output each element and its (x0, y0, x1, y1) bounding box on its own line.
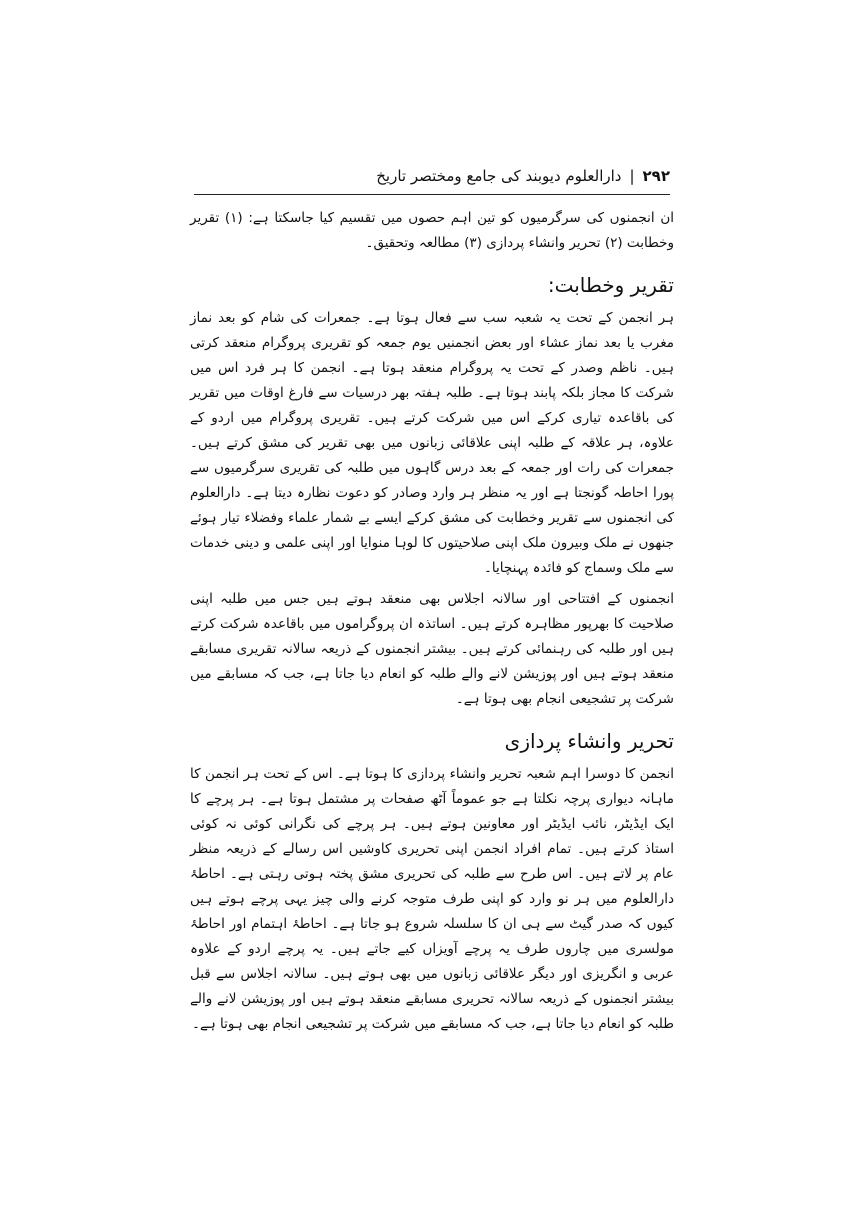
header-rule (194, 194, 670, 195)
speech-paragraph-2: انجمنوں کے افتتاحی اور سالانہ اجلاس بھی منعقد ہوتے ہیں جس میں طلبہ اپنی صلاحیت کا بھرپور مظاہرہ کرتے ہیں۔ اساتذہ ان پروگراموں میں باقاعدہ شرکت کرتے ہیں اور طلبہ کی رہنمائی کرتے ہیں۔ بیشتر انجمنوں کے ذریعہ سالانہ تقریری مسابقے منعقد ہوتے ہیں اور پوزیشن لانے والے طلبہ کو انعام دیا جاتا ہے، جب کہ مسابقے میں شرکت پر تشجیعی انجام بھی ہوتا ہے۔ (190, 591, 674, 707)
intro-paragraph: ان انجمنوں کی سرگرمیوں کو تین اہم حصوں میں تقسیم کیا جاسکتا ہے: (۱) تقریر وخطابت (۲) تحریر وانشاء پردازی (۳) مطالعہ وتحقیق۔ (190, 210, 674, 251)
writing-paragraph-1: انجمن کا دوسرا اہم شعبہ تحریر وانشاء پردازی کا ہوتا ہے۔ اس کے تحت ہر انجمن کا ماہانہ دیواری پرچہ نکلتا ہے جو عموماً آٹھ صفحات پر مشتمل ہوتا ہے۔ ہر پرچے کا ایک ایڈیٹر، نائب ایڈیٹر اور معاونین ہوتے ہیں۔ ہر پرچے کی نگرانی کوئی نہ کوئی استاذ کرتے ہیں۔ تمام افراد انجمن اپنی تحریری کاوشیں اس رسالے کے ذریعہ منظر عام پر لاتے ہیں۔ اس طرح سے طلبہ کی تحریری مشق پختہ ہوتی رہتی ہے۔ احاطۂ دارالعلوم میں ہر نو وارد کو اپنی طرف متوجہ کرنے والی چیز یہی پرچے ہوتے ہیں کیوں کہ صدر گیٹ سے ہی ان کا سلسلہ شروع ہو جاتا ہے۔ احاطۂ اہتمام اور احاطۂ مولسری میں چاروں طرف یہ پرچے آویزاں کیے جاتے ہیں۔ یہ پرچے اردو کے علاوہ عربی و انگریزی اور دیگر علاقائی زبانوں میں بھی ہوتے ہیں۔ سالانہ اجلاس سے قبل بیشتر انجمنوں کے ذریعہ سالانہ تحریری مسابقے منعقد ہوتے ہیں اور پوزیشن لانے والے طلبہ کو انعام دیا جاتا ہے، جب کہ مسابقے میں شرکت پر تشجیعی انجام بھی ہوتا ہے۔ (190, 766, 674, 1032)
page-number: ۲۹۲ (642, 167, 670, 185)
running-header (194, 160, 670, 192)
section-heading-writing: تحریر وانشاء پردازی (504, 729, 674, 753)
page-body (190, 206, 674, 1043)
header-separator: | (629, 167, 635, 185)
book-title: دارالعلوم دیوبند کی جامع ومختصر تاریخ (376, 167, 622, 185)
speech-paragraph-1: ہر انجمن کے تحت یہ شعبہ سب سے فعال ہوتا ہے۔ جمعرات کی شام کو بعد نماز مغرب یا بعد نماز عشاء اور بعض انجمنیں یوم جمعہ کو تقریری پروگرام منعقد کرتی ہیں۔ ناظم وصدر کے تحت یہ پروگرام منعقد ہوتا ہے۔ انجمن کا ہر فرد اس میں شرکت کا مجاز بلکہ پابند ہوتا ہے۔ طلبہ ہفتہ بھر درسیات سے فارغ اوقات میں تقریر کی باقاعدہ تیاری کرکے اس میں شرکت کرتے ہیں۔ تقریری پروگرام میں اردو کے علاوہ، ہر علاقہ کے طلبہ اپنی علاقائی زبانوں میں بھی تقریر کی مشق کرتے ہیں۔ جمعرات کی رات اور جمعہ کے بعد درس گاہوں میں طلبہ کی تقریری سرگرمیوں سے پورا احاطہ گونجتا ہے اور یہ منظر ہر وارد وصادر کو دعوت نظارہ دیتا ہے۔ دارالعلوم کی انجمنوں سے تقریر وخطابت کی مشق کرکے ایسے بے شمار علماء وفضلاء تیار ہوئے جنھوں نے ملک وبیرون ملک اپنی صلاحیتوں کا لوہا منوایا اور اپنی علمی و دینی خدمات سے ملک وسماج کو فائدہ پہنچایا۔ (190, 310, 674, 576)
section-heading-speech: تقریر وخطابت: (547, 273, 674, 297)
